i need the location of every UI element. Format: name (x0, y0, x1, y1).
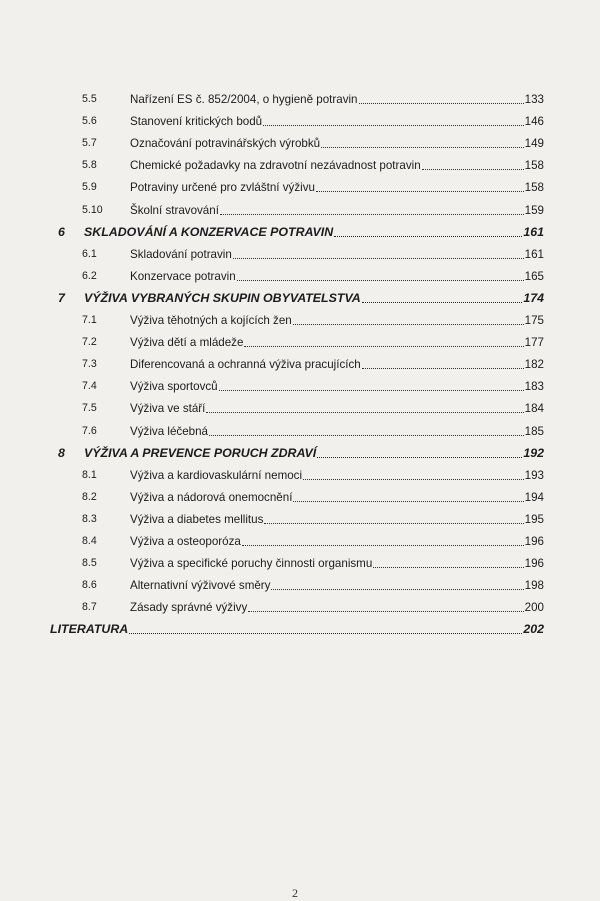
dot-leader (362, 367, 524, 369)
toc-entry-title: VÝŽIVA VYBRANÝCH SKUPIN OBYVATELSTVA (84, 290, 361, 305)
toc-entry-title: Potraviny určené pro zvláštní výživu (130, 181, 315, 195)
toc-entry-number: 7.1 (82, 314, 97, 327)
dot-leader (233, 257, 524, 259)
toc-entry-title: Nařízení ES č. 852/2004, o hygieně potravin (130, 93, 358, 107)
toc-entry-title: Konzervace potravin (130, 269, 236, 283)
toc-entry-number: 5.9 (82, 181, 97, 194)
dot-leader (317, 456, 522, 458)
toc-entry (50, 548, 544, 570)
toc-entry-page: 146 (524, 115, 544, 129)
toc-entry (50, 150, 544, 172)
toc-entry-number: 6.2 (82, 269, 97, 282)
dot-leader (334, 235, 522, 237)
toc-entry-number: 5.10 (82, 203, 103, 216)
toc-entry-page: 149 (524, 137, 544, 151)
toc-entry (50, 415, 544, 437)
dot-leader (129, 632, 522, 634)
dot-leader (220, 213, 524, 215)
toc-entry-title: Stanovení kritických bodů (130, 115, 263, 129)
dot-leader (263, 124, 524, 126)
dot-leader (303, 478, 524, 480)
toc-entry-page: 133 (524, 93, 544, 107)
toc-entry-page: 177 (524, 336, 544, 350)
toc-entry-page: 196 (524, 557, 544, 571)
dot-leader (271, 588, 523, 590)
toc-entry-page: 195 (524, 512, 544, 526)
toc-entry-number: 8.4 (82, 534, 97, 547)
toc-entry-title: Chemické požadavky na zdravotní nezávadnost potravin (130, 159, 421, 173)
toc-entry-page: 174 (523, 290, 544, 305)
toc-entry-number: 8.5 (82, 557, 97, 570)
toc-entry-page: 196 (524, 534, 544, 548)
toc-entry-title: VÝŽIVA A PREVENCE PORUCH ZDRAVÍ (84, 445, 317, 460)
toc-entry-page: 192 (523, 445, 544, 460)
dot-leader (264, 522, 523, 524)
toc-entry (50, 570, 544, 592)
toc-entry-title: Výživa a specifické poruchy činnosti organismu (130, 557, 373, 571)
toc-entry-page: 183 (524, 380, 544, 394)
toc-entry-page: 193 (524, 468, 544, 482)
toc-entry-page: 200 (524, 601, 544, 615)
toc-entry (50, 261, 544, 283)
toc-entry-title: Diferencovaná a ochranná výživa pracujících (130, 358, 361, 372)
dot-leader (219, 389, 524, 391)
toc-entry-page: 198 (524, 579, 544, 593)
toc-entry-number: 7.3 (82, 358, 97, 371)
toc-chapter (50, 614, 544, 636)
toc-entry (50, 504, 544, 526)
dot-leader (373, 566, 523, 568)
toc-entry-page: 202 (523, 622, 544, 637)
toc-entry-page: 158 (524, 181, 544, 195)
toc-entry-title: Výživa a nádorová onemocnění (130, 490, 293, 504)
toc-entry (50, 194, 544, 216)
toc-entry-number: 5.6 (82, 115, 97, 128)
dot-leader (359, 102, 524, 104)
toc-entry-number: 8.1 (82, 468, 97, 481)
toc-entry-page: 194 (524, 490, 544, 504)
dot-leader (293, 323, 524, 325)
toc-entry (50, 128, 544, 150)
toc-entry-title: LITERATURA (50, 622, 129, 637)
toc-entry-title: Výživa sportovců (130, 380, 218, 394)
toc-entry-number: 7 (58, 290, 65, 305)
toc-entry-page: 159 (524, 203, 544, 217)
toc-chapter (50, 217, 544, 239)
toc-chapter (50, 283, 544, 305)
toc-entry-title: Výživa dětí a mládeže (130, 336, 244, 350)
toc-entry-title: Výživa a osteoporóza (130, 534, 241, 548)
toc-entry-page: 165 (524, 269, 544, 283)
toc-entry-title: Výživa a diabetes mellitus (130, 512, 264, 526)
dot-leader (362, 301, 523, 303)
toc-entry-title: Výživa a kardiovaskulární nemoci (130, 468, 303, 482)
toc-entry-page: 175 (524, 314, 544, 328)
toc-entry-title: SKLADOVÁNÍ A KONZERVACE POTRAVIN (84, 224, 334, 239)
dot-leader (244, 345, 523, 347)
toc-entry-title: Výživa léčebná (130, 424, 208, 438)
toc-entry-number: 5.5 (82, 93, 97, 106)
toc-entry-number: 5.8 (82, 159, 97, 172)
toc-entry (50, 327, 544, 349)
toc-entry-page: 185 (524, 424, 544, 438)
toc-entry-page: 161 (524, 247, 544, 261)
toc-entry (50, 482, 544, 504)
dot-leader (209, 434, 524, 436)
toc-entry-title: Skladování potravin (130, 247, 232, 261)
toc-entry-number: 8.3 (82, 512, 97, 525)
toc-entry-number: 8.7 (82, 601, 97, 614)
toc-entry-number: 6.1 (82, 247, 97, 260)
toc-entry (50, 349, 544, 371)
toc-entry-page: 184 (524, 402, 544, 416)
toc-entry-number: 7.5 (82, 402, 97, 415)
toc-entry-number: 5.7 (82, 137, 97, 150)
dot-leader (248, 610, 523, 612)
toc-entry-title: Označování potravinářských výrobků (130, 137, 321, 151)
toc-entry-number: 7.2 (82, 336, 97, 349)
toc-entry-title: Zásady správné výživy (130, 601, 248, 615)
page-number: 2 (292, 886, 298, 900)
table-of-contents (50, 84, 544, 636)
toc-entry-title: Výživa ve stáří (130, 402, 206, 416)
toc-entry (50, 239, 544, 261)
toc-entry (50, 592, 544, 614)
dot-leader (242, 544, 524, 546)
dot-leader (237, 279, 524, 281)
toc-entry-title: Výživa těhotných a kojících žen (130, 314, 292, 328)
toc-entry (50, 393, 544, 415)
toc-entry (50, 371, 544, 393)
toc-entry-page: 158 (524, 159, 544, 173)
toc-entry (50, 460, 544, 482)
dot-leader (422, 168, 524, 170)
toc-entry (50, 106, 544, 128)
toc-entry-number: 6 (58, 224, 65, 239)
toc-entry (50, 526, 544, 548)
dot-leader (316, 190, 524, 192)
toc-entry (50, 172, 544, 194)
toc-chapter (50, 438, 544, 460)
toc-entry-number: 7.6 (82, 424, 97, 437)
toc-entry-title: Alternativní výživové směry (130, 579, 271, 593)
dot-leader (321, 146, 524, 148)
dot-leader (293, 500, 523, 502)
dot-leader (206, 411, 523, 413)
toc-entry-title: Školní stravování (130, 203, 219, 217)
toc-entry-page: 182 (524, 358, 544, 372)
toc-entry-number: 7.4 (82, 380, 97, 393)
toc-entry-page: 161 (523, 224, 544, 239)
toc-entry-number: 8.2 (82, 490, 97, 503)
toc-entry-number: 8.6 (82, 579, 97, 592)
toc-entry (50, 305, 544, 327)
toc-entry-number: 8 (58, 445, 65, 460)
toc-entry (50, 84, 544, 106)
